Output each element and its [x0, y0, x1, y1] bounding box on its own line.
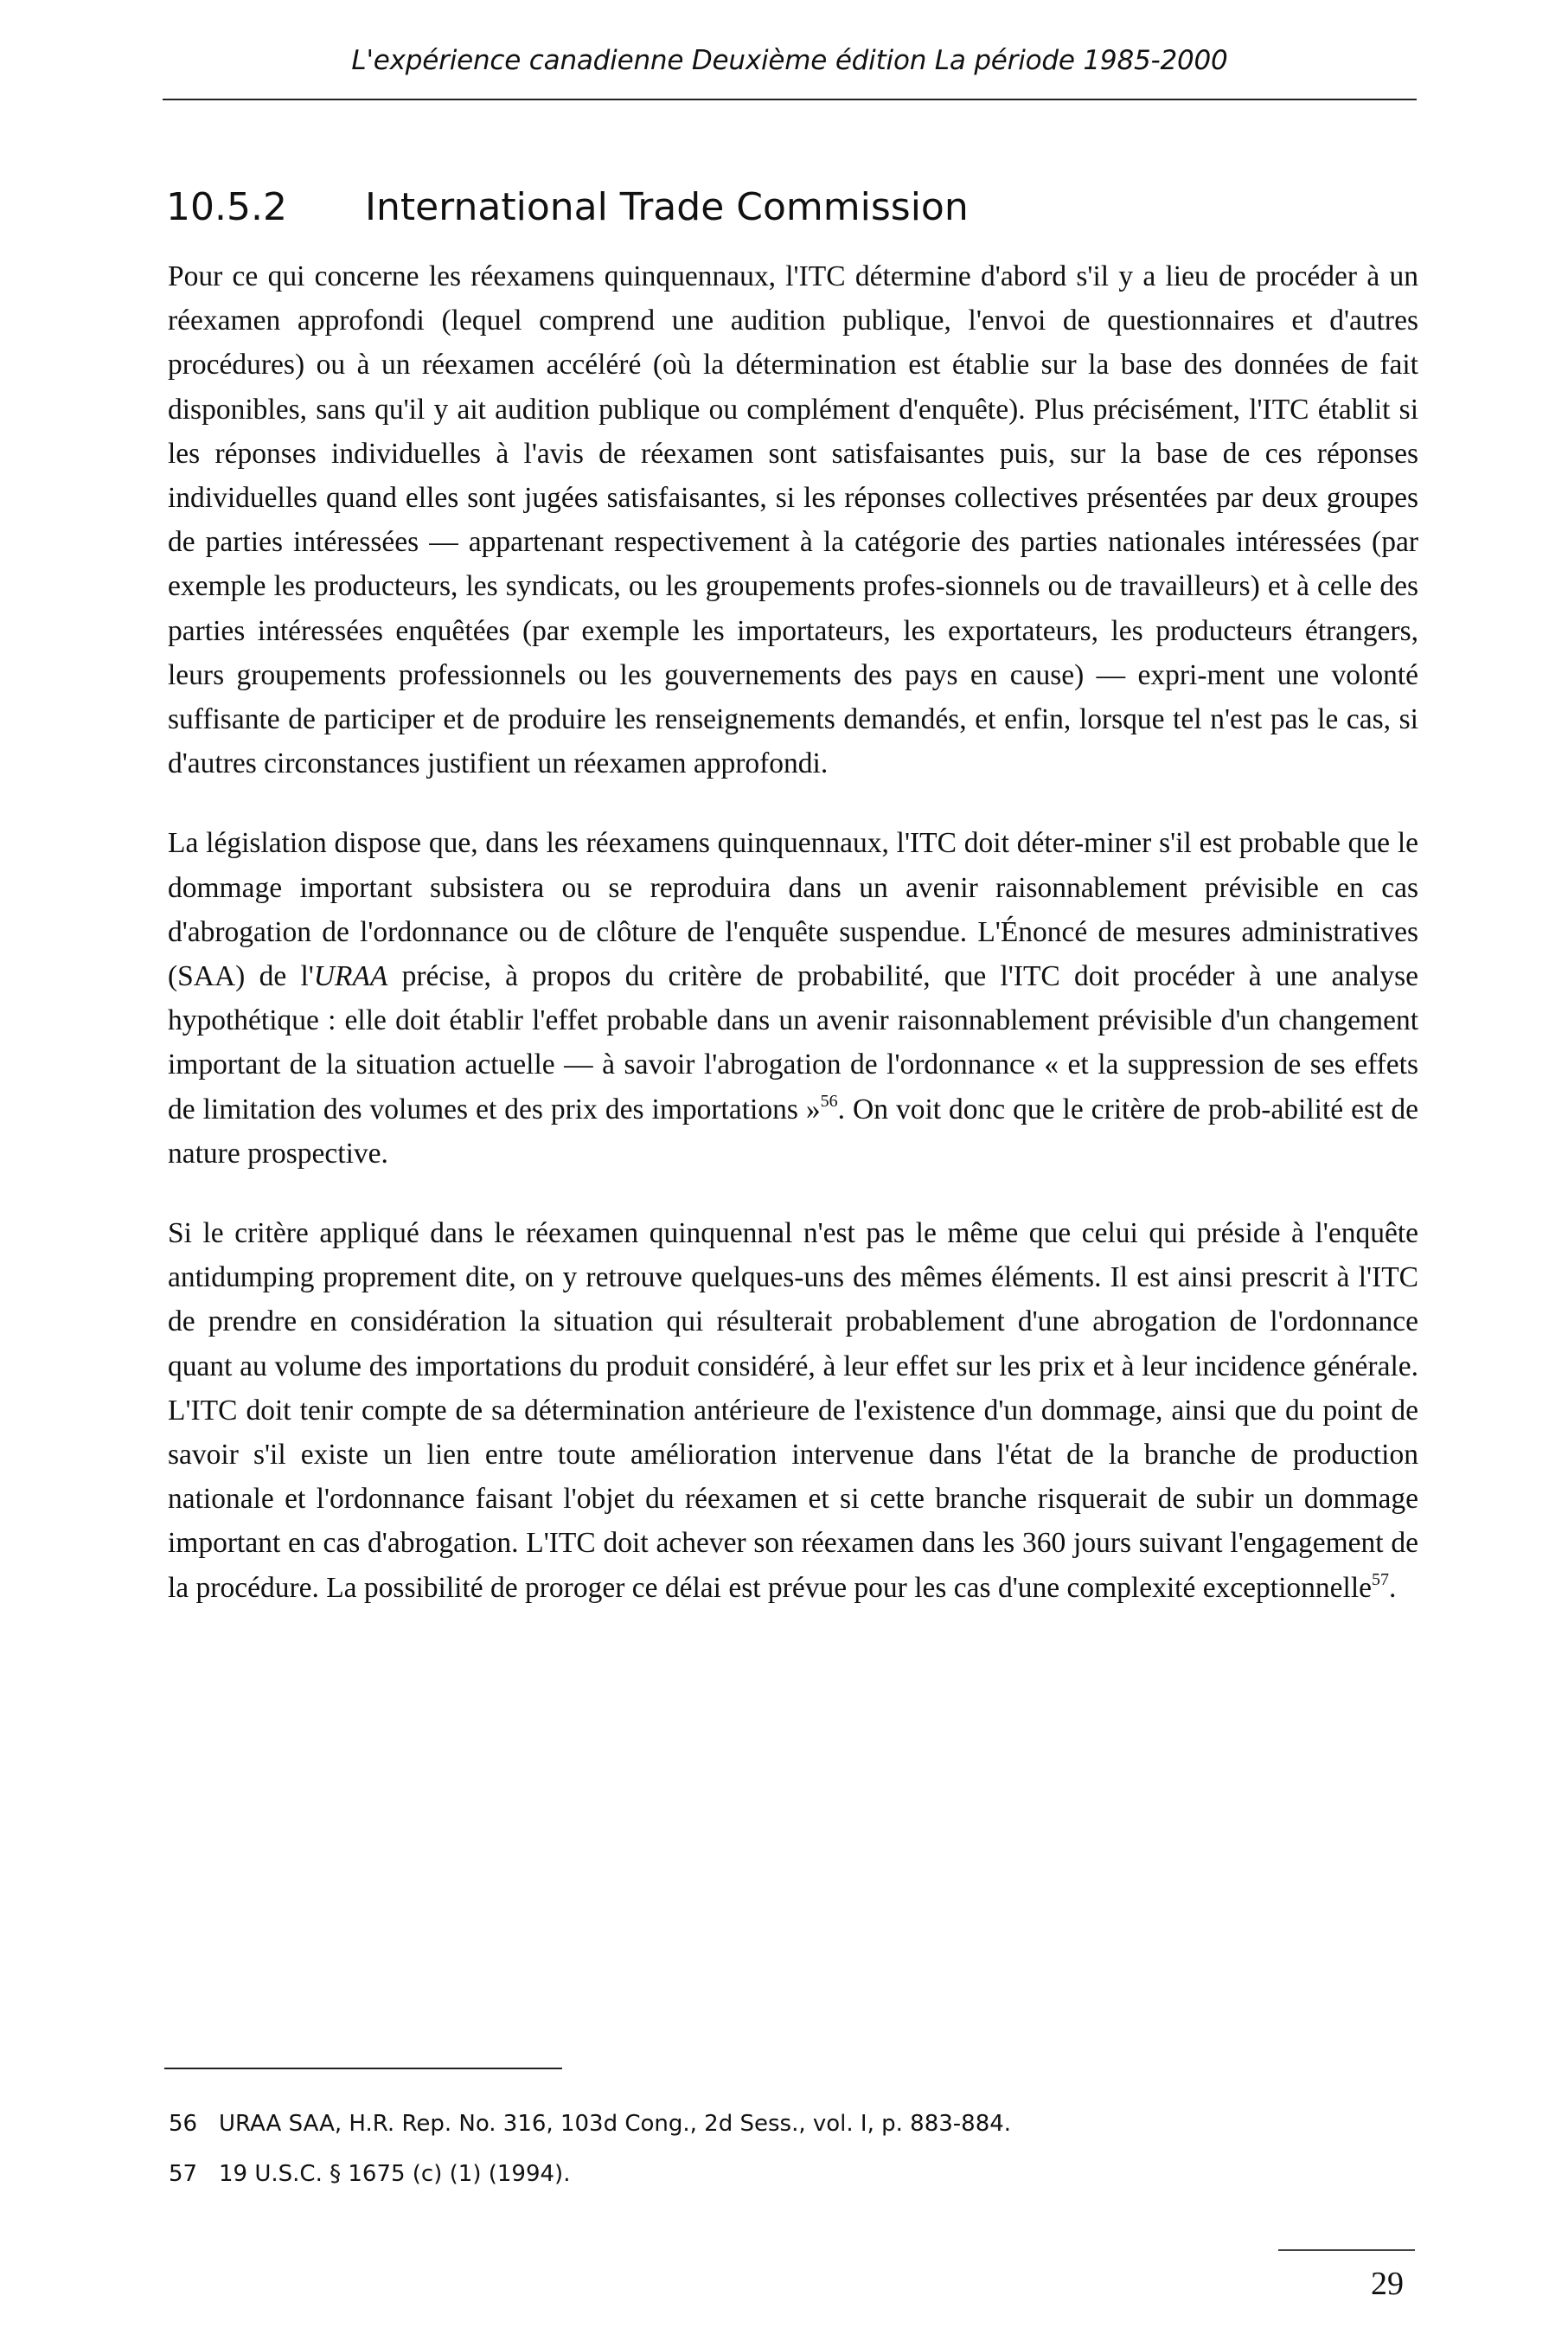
paragraph-3-text-a: Si le critère appliqué dans le réexamen quinquennal n'est pas le même que celui qui préside à l'enquête antidumping proprement dite, on y retrouve quelques-uns des mêmes éléments. Il est ainsi prescrit à l'ITC de prendre en considération la situation qui résulterait probablement d'une abrogation de l'ordonnance quant au volume des importations du produit considéré, à leur effet sur les prix et à leur incidence générale. L'ITC doit tenir compte de sa détermination antérieure de l'existence d'un dommage, ainsi que du point de savoir s'il existe un lien entre toute amélioration intervenue dans l'état de la branche de production nationale et l'ordonnance faisant l'objet du réexamen et si cette branche risquerait de subir un dommage important en cas d'abrogation. L'ITC doit achever son réexamen dans les 360 jours suivant l'engagement de la procédure. La possibilité de proroger ce délai est prévue pour les cas d'une complexité exceptionnelle [168, 1217, 1418, 1604]
footnotes [169, 2111, 1011, 2211]
paragraph-2 [168, 821, 1418, 1176]
running-head: L'expérience canadienne Deuxième édition La période 1985-2000 [351, 45, 1228, 76]
page-number-rule [1278, 2249, 1415, 2251]
header-rule [163, 99, 1417, 100]
paragraph-2-text-c: . On voit donc que le critère de prob-abilité est de nature prospective. [168, 1093, 1418, 1170]
paragraph-3 [168, 1211, 1418, 1610]
footnote-ref-57[interactable]: 57 [1372, 1569, 1390, 1589]
paragraph-1-text: Pour ce qui concerne les réexamens quinquennaux, l'ITC détermine d'abord s'il y a lieu de procéder à un réexamen approfondi (lequel comprend une audition publique, l'envoi de questionnaires et d'autres procédures) ou à un réexamen accéléré (où la détermination est établie sur la base des données de fait disponibles, sans qu'il y ait audition publique ou complément d'enquête). Plus précisément, l'ITC établit si les réponses individuelles à l'avis de réexamen sont satisfaisantes puis, sur la base de ces réponses individuelles quand elles sont jugées satisfaisantes, si les réponses collectives présentées par deux groupes de parties intéressées — appartenant respectivement à la catégorie des parties nationales intéressées (par exemple les producteurs, les syndicats, ou les groupements profes-sionnels ou de travailleurs) et à celle des parties intéressées enquêtées (par exemple les importateurs, les exportateurs, les producteurs étrangers, leurs groupements professionnels ou les gouvernements des pays en cause) — expri-ment une volonté suffisante de participer et de produire les renseignements demandés, et enfin, lorsque tel n'est pas le cas, si d'autres circonstances justifient un réexamen approfondi. [168, 260, 1418, 780]
footnote-number: 56 [169, 2111, 198, 2137]
footnote-rule [164, 2068, 562, 2069]
paragraph-1 [168, 254, 1418, 786]
footnote-number: 57 [169, 2161, 198, 2187]
paragraph-3-text-c: . [1389, 1571, 1397, 1604]
body-text [168, 254, 1418, 1645]
paragraph-2-text-b: précise, à propos du critère de probabilité, que l'ITC doit procéder à une analyse hypothétique : elle doit établir l'effet probable dans un avenir raisonnablement prévisible d'un changement important de la situation actuelle — à savoir l'abrogation de l'ordonnance « et la suppression de ses effets de limitation des volumes et des prix des importations » [168, 960, 1418, 1125]
paragraph-2-italic: URAA [313, 960, 388, 993]
footnote-ref-56[interactable]: 56 [820, 1091, 838, 1111]
footnote-56 [169, 2111, 1011, 2161]
page-number: 29 [1371, 2266, 1404, 2302]
section-number: 10.5.2 [166, 185, 287, 229]
footnote-text: 19 U.S.C. § 1675 (c) (1) (1994). [219, 2161, 571, 2187]
footnote-text: URAA SAA, H.R. Rep. No. 316, 103d Cong., 2d Sess., vol. I, p. 883-884. [219, 2111, 1012, 2137]
section-heading [166, 185, 969, 229]
section-title: International Trade Commission [365, 185, 969, 229]
paragraph-2-text-a: La législation dispose que, dans les réexamens quinquennaux, l'ITC doit déter-miner s'il est probable que le dommage important subsistera ou se reproduira dans un avenir raisonnablement prévisible en cas d'abrogation de l'ordonnance ou de clôture de l'enquête suspendue. L'Énoncé de mesures administratives (SAA) de l' [168, 827, 1418, 993]
footnote-57 [169, 2161, 1011, 2211]
